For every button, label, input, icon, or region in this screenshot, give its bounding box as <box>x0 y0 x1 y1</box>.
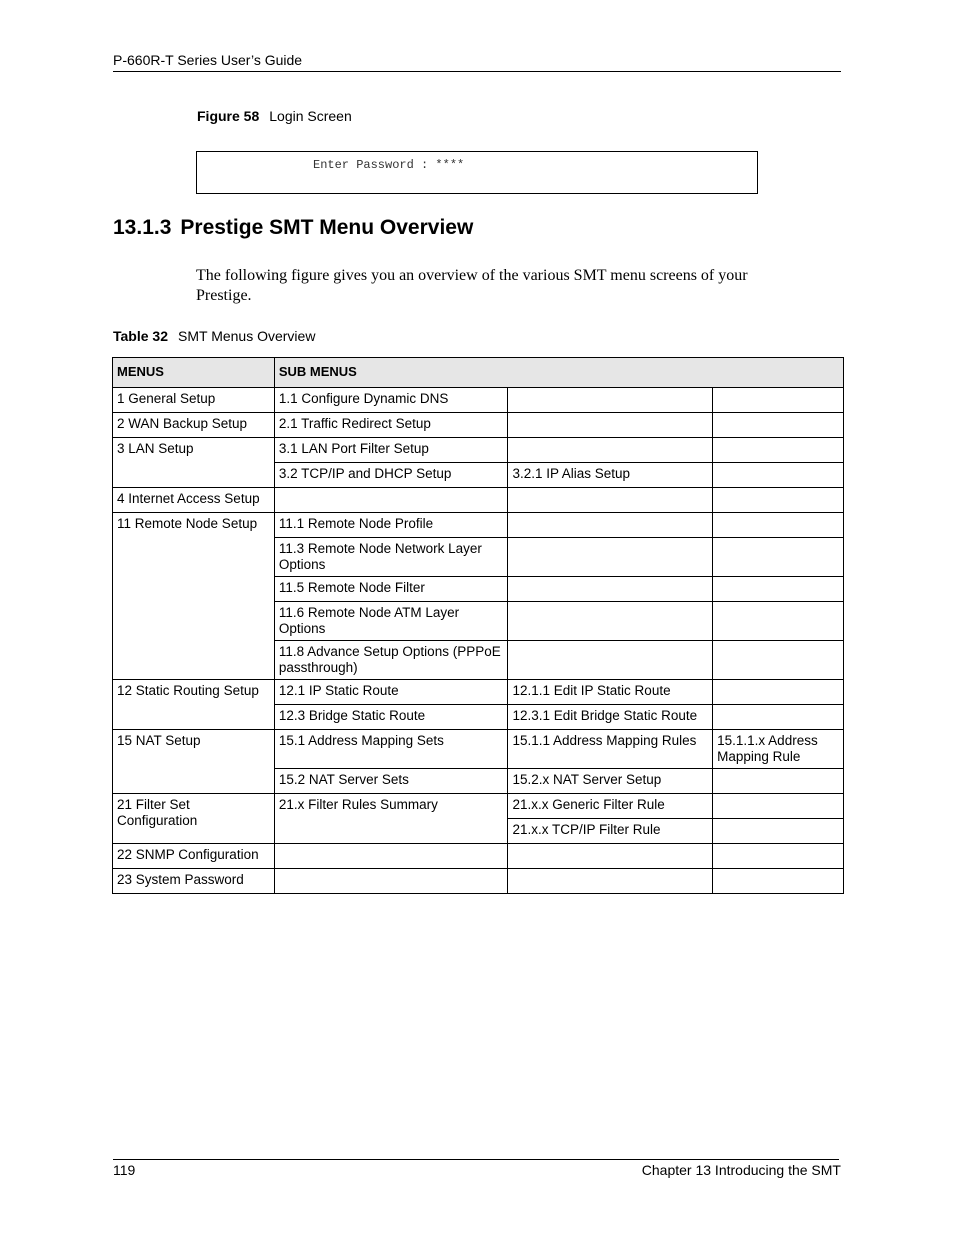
table-cell <box>713 602 844 641</box>
smt-menus-table <box>112 357 844 894</box>
table-cell <box>508 602 713 641</box>
table-row <box>113 730 844 769</box>
header-divider <box>113 71 841 72</box>
table-cell <box>713 769 844 794</box>
table-cell <box>508 844 713 869</box>
table-cell <box>274 869 508 894</box>
table-row <box>113 438 844 463</box>
table-cell: 3.1 LAN Port Filter Setup <box>274 438 508 463</box>
table-cell: 3.2 TCP/IP and DHCP Setup <box>274 463 508 488</box>
table-row <box>113 513 844 538</box>
table-cell: 15.2.x NAT Server Setup <box>508 769 713 794</box>
table-cell <box>713 680 844 705</box>
table-cell: 11.3 Remote Node Network Layer Options <box>274 538 508 577</box>
table-cell <box>713 869 844 894</box>
section-heading <box>113 216 473 240</box>
table-row <box>113 844 844 869</box>
table-cell: 15.1.1.x Address Mapping Rule <box>713 730 844 769</box>
table-cell: 23 System Password <box>113 869 275 894</box>
table-cell <box>508 641 713 680</box>
table-cell: 2 WAN Backup Setup <box>113 413 275 438</box>
table-cell <box>713 844 844 869</box>
table-row <box>113 488 844 513</box>
table-cell: 22 SNMP Configuration <box>113 844 275 869</box>
table-cell <box>508 438 713 463</box>
table-cell: 15.2 NAT Server Sets <box>274 769 508 794</box>
table-cell <box>713 388 844 413</box>
table-cell: 11.1 Remote Node Profile <box>274 513 508 538</box>
header-menus: MENUS <box>113 358 275 388</box>
header-sub-menus: SUB MENUS <box>274 358 843 388</box>
table-cell: 21.x Filter Rules Summary <box>274 794 508 844</box>
table-label: Table 32 <box>113 328 168 344</box>
table-cell: 1.1 Configure Dynamic DNS <box>274 388 508 413</box>
table-cell <box>274 844 508 869</box>
table-cell <box>713 513 844 538</box>
intro-paragraph: The following figure gives you an overview of the various SMT menu screens of your Prestige. <box>196 267 748 304</box>
table-row <box>113 413 844 438</box>
table-row <box>113 680 844 705</box>
table-cell: 4 Internet Access Setup <box>113 488 275 513</box>
table-cell <box>713 577 844 602</box>
table-cell <box>713 438 844 463</box>
table-cell: 21.x.x Generic Filter Rule <box>508 794 713 819</box>
table-cell <box>508 388 713 413</box>
table-cell: 21.x.x TCP/IP Filter Rule <box>508 819 713 844</box>
table-cell: 21 Filter Set Configuration <box>113 794 275 844</box>
table-cell: 11.5 Remote Node Filter <box>274 577 508 602</box>
table-cell <box>508 488 713 513</box>
table-cell <box>713 794 844 819</box>
table-cell: 15.1 Address Mapping Sets <box>274 730 508 769</box>
table-cell: 11.8 Advance Setup Options (PPPoE passthrough) <box>274 641 508 680</box>
chapter-title: Chapter 13 Introducing the SMT <box>641 1162 841 1178</box>
section-title: Prestige SMT Menu Overview <box>180 216 474 239</box>
page-number: 119 <box>113 1162 136 1178</box>
table-cell <box>713 538 844 577</box>
table-cell: 3.2.1 IP Alias Setup <box>508 463 713 488</box>
table-cell: 15.1.1 Address Mapping Rules <box>508 730 713 769</box>
table-cell <box>713 705 844 730</box>
login-screen-console <box>196 151 758 194</box>
figure-caption <box>197 108 352 124</box>
table-header-row <box>113 358 844 388</box>
table-cell <box>508 577 713 602</box>
table-cell <box>713 641 844 680</box>
figure-title: Login Screen <box>269 108 352 124</box>
table-cell <box>508 869 713 894</box>
table-cell <box>508 513 713 538</box>
table-cell <box>508 413 713 438</box>
table-title: SMT Menus Overview <box>178 328 316 344</box>
table-row <box>113 869 844 894</box>
table-cell: 12.3 Bridge Static Route <box>274 705 508 730</box>
table-cell: 11 Remote Node Setup <box>113 513 275 680</box>
running-header: P-660R-T Series User’s Guide <box>113 52 303 68</box>
table-cell: 12 Static Routing Setup <box>113 680 275 730</box>
figure-label: Figure 58 <box>197 108 260 124</box>
table-cell: 11.6 Remote Node ATM Layer Options <box>274 602 508 641</box>
table-cell <box>508 538 713 577</box>
section-number: 13.1.3 <box>113 216 172 239</box>
table-cell <box>713 819 844 844</box>
table-caption <box>113 328 315 344</box>
table-cell <box>713 488 844 513</box>
table-cell: 12.3.1 Edit Bridge Static Route <box>508 705 713 730</box>
table-cell: 12.1.1 Edit IP Static Route <box>508 680 713 705</box>
table-row <box>113 794 844 819</box>
table-cell: 2.1 Traffic Redirect Setup <box>274 413 508 438</box>
footer-divider <box>113 1159 839 1160</box>
table-cell <box>713 463 844 488</box>
table-row <box>113 388 844 413</box>
table-cell: 3 LAN Setup <box>113 438 275 488</box>
table-cell: 1 General Setup <box>113 388 275 413</box>
password-prompt: Enter Password : **** <box>313 158 465 172</box>
table-cell: 12.1 IP Static Route <box>274 680 508 705</box>
table-cell <box>274 488 508 513</box>
table-cell: 15 NAT Setup <box>113 730 275 794</box>
table-cell <box>713 413 844 438</box>
